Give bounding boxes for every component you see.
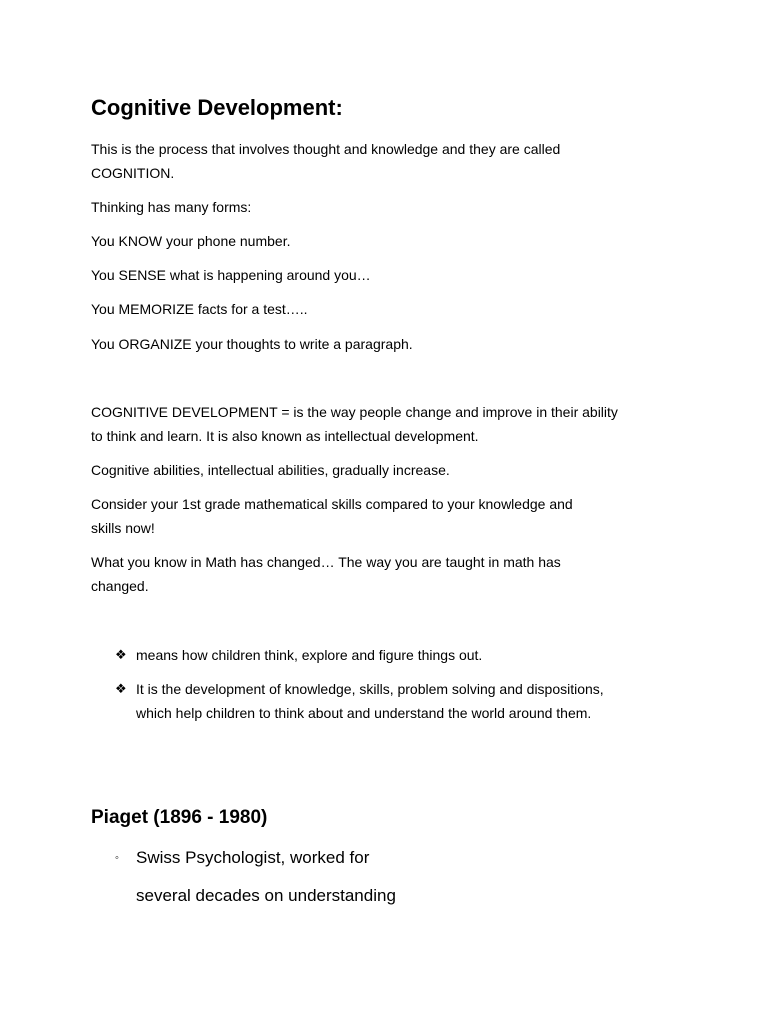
definition-line-1: COGNITIVE DEVELOPMENT = is the way people change and improve in their ability [91, 404, 618, 420]
consider-line-1: Consider your 1st grade mathematical skills compared to your knowledge and [91, 496, 573, 512]
bullet-text: which help children to think about and understand the world around them. [136, 705, 592, 721]
intro-line-2: COGNITION. [91, 165, 175, 181]
consider-line-2: skills now! [91, 520, 155, 536]
list-item [115, 643, 696, 667]
piaget-heading: Piaget (1896 - 1980) [91, 807, 268, 828]
example-sense: You SENSE what is happening around you… [91, 267, 371, 283]
diamond-bullet-icon: ❖ [115, 647, 127, 662]
piaget-line-2: several decades on understanding [136, 886, 396, 905]
list-item-continuation [115, 883, 696, 909]
diamond-bullet-icon: ❖ [115, 681, 127, 696]
thinking-forms-text: Thinking has many forms: [91, 199, 252, 215]
abilities-text: Cognitive abilities, intellectual abilities, gradually increase. [91, 462, 450, 478]
definition-paragraph [91, 400, 671, 448]
intro-line-1: This is the process that involves thought and knowledge and they are called [91, 141, 561, 157]
consider-paragraph [91, 492, 671, 540]
list-item [115, 677, 696, 725]
bullet-text: means how children think, explore and figure things out. [136, 647, 483, 663]
math-line-1: What you know in Math has changed… The way you are taught in math has [91, 554, 561, 570]
math-line-2: changed. [91, 578, 149, 594]
definition-line-2: to think and learn. It is also known as intellectual development. [91, 428, 479, 444]
piaget-line-1: Swiss Psychologist, worked for [136, 848, 370, 867]
page-title: Cognitive Development: [91, 95, 343, 120]
list-item [115, 845, 696, 871]
intro-paragraph [91, 137, 671, 185]
example-memorize: You MEMORIZE facts for a test….. [91, 301, 308, 317]
bullet-text: It is the development of knowledge, skills, problem solving and dispositions, [136, 681, 604, 697]
math-paragraph [91, 550, 671, 598]
circle-bullet-icon: ◦ [115, 852, 119, 864]
example-organize: You ORGANIZE your thoughts to write a paragraph. [91, 336, 413, 352]
example-know: You KNOW your phone number. [91, 233, 291, 249]
